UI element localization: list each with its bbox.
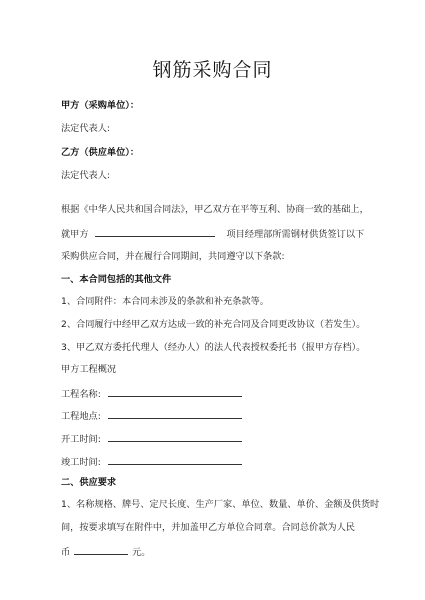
completion-time-blank[interactable]: [108, 455, 242, 465]
intro-line-1: 根据《中华人民共和国合同法》，甲乙双方在平等互利、协商一致的基础上，: [61, 204, 369, 215]
section-1-item-1: 1、合同附件：本合同未涉及的条款和补充条款等。: [61, 296, 269, 307]
intro-line-2-start: 就甲方: [61, 229, 89, 240]
project-location-blank[interactable]: [108, 409, 242, 419]
price-prefix: 币: [61, 547, 71, 558]
price-suffix: 元。: [132, 547, 151, 558]
section-2-item-1-line-1: 1、名称规格、牌号、定尺长度、生产厂家、单位、数量、单价、金额及供货时: [61, 499, 380, 510]
project-location-label: 工程地点:: [61, 411, 101, 422]
section-2-item-1-line-2: 间，按要求填写在附件中，并加盖甲乙方单位合同章。合同总价款为人民: [61, 522, 355, 533]
contract-title: 钢筋采购合同: [152, 59, 273, 81]
start-time-blank[interactable]: [108, 432, 242, 442]
project-location-row: [61, 409, 242, 423]
completion-time-label: 竣工时间:: [61, 457, 101, 468]
section-1-item-2: 2、合同履行中经甲乙双方达成一致的补充合同及合同更改协议（若发生）。: [61, 319, 366, 330]
party-b-representative: 法定代表人:: [61, 170, 111, 181]
project-overview-heading: 甲方工程概况: [61, 364, 117, 375]
project-blank-line[interactable]: [95, 227, 215, 237]
project-name-blank[interactable]: [108, 387, 242, 397]
completion-time-row: [61, 455, 242, 469]
section-1-item-3: 3、甲乙双方委托代理人（经办人）的法人代表授权委托书（报甲方存档）。: [61, 342, 366, 353]
party-a-label: 甲方（采购单位）：: [61, 100, 140, 111]
total-price-blank[interactable]: [74, 545, 128, 555]
section-1-heading: 一、本合同包括的其他文件: [61, 274, 172, 285]
section-2-heading: 二、供应要求: [61, 477, 117, 488]
intro-line-3: 采购供应合同，并在履行合同期间，共同遵守以下条款:: [61, 251, 285, 262]
start-time-row: [61, 432, 242, 446]
project-name-label: 工程名称:: [61, 389, 101, 400]
section-2-item-1-line-3: [61, 545, 150, 559]
intro-line-2: [61, 227, 364, 241]
intro-line-2-end: 项目经理部所需钢材供货签订以下: [226, 229, 365, 240]
start-time-label: 开工时间:: [61, 434, 101, 445]
project-name-row: [61, 387, 242, 401]
party-a-representative: 法定代表人:: [61, 123, 111, 134]
party-b-label: 乙方（供应单位）：: [61, 147, 140, 158]
